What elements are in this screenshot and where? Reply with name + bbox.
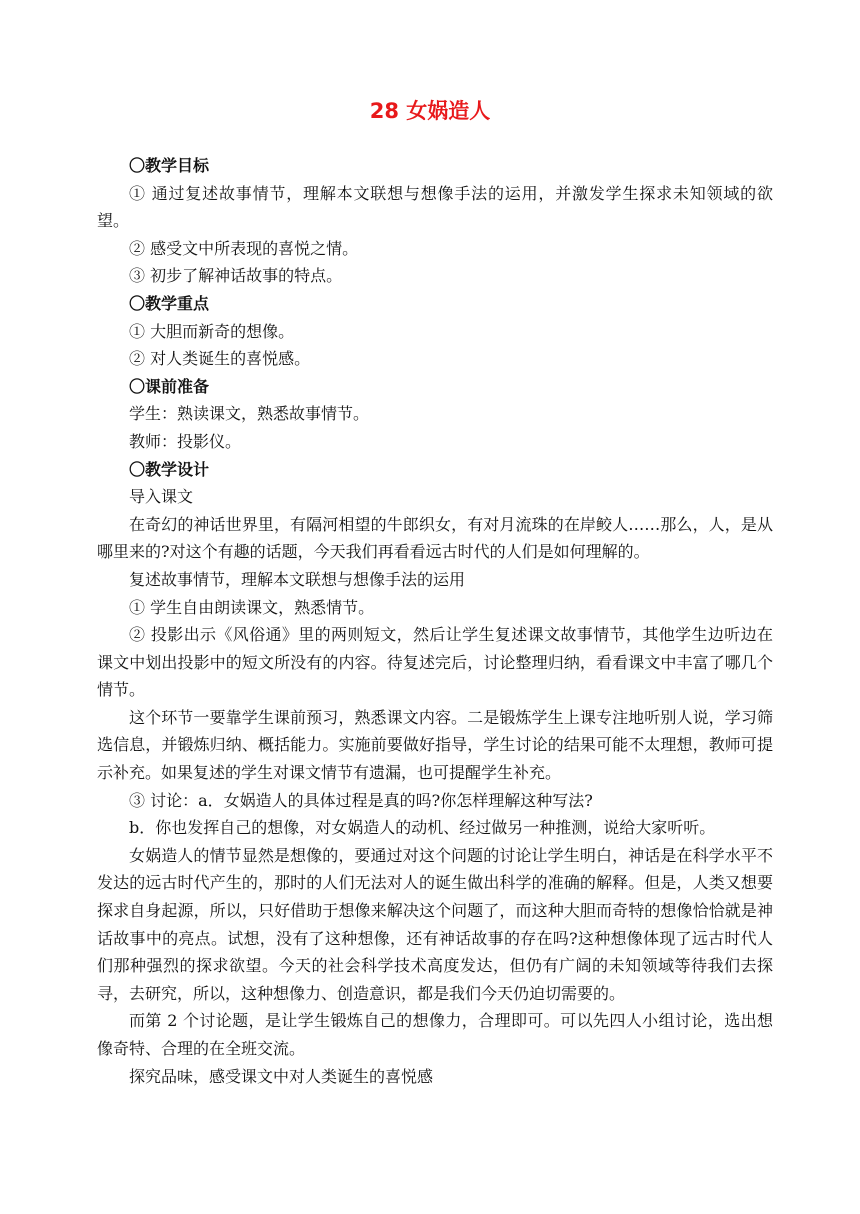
paragraph: 学生：熟读课文，熟悉故事情节。 — [129, 404, 370, 424]
paragraph: b．你也发挥自己的想像，对女娲造人的动机、经过做另一种推测，说给大家听听。 — [129, 818, 716, 838]
section-heading-objectives: 〇教学目标 — [129, 156, 210, 175]
paragraph: 在奇幻的神话世界里，有隔河相望的牛郎织女，有对月流珠的在岸鲛人……那么，人，是从哪里来的?对这个有趣的话题，今天我们再看看远古时代的人们是如何理解的。 — [97, 514, 773, 562]
paragraph: ③ 讨论：a．女娲造人的具体过程是真的吗?你怎样理解这种写法? — [129, 790, 593, 810]
paragraph: ① 学生自由朗读课文，熟悉情节。 — [129, 597, 375, 617]
paragraph: 复述故事情节，理解本文联想与想像手法的运用 — [129, 569, 466, 589]
paragraph: ② 投影出示《风俗通》里的两则短文，然后让学生复述课文故事情节，其他学生边听边在课文中划出投影中的短文所没有的内容。待复述完后，讨论整理归纳，看看课文中丰富了哪几个情节。 — [97, 625, 773, 700]
document-body — [97, 152, 773, 1090]
paragraph: 探究品味，感受课文中对人类诞生的喜悦感 — [129, 1066, 434, 1086]
paragraph: ① 大胆而新奇的想像。 — [129, 321, 295, 341]
paragraph: 而第 2 个讨论题，是让学生锻炼自己的想像力，合理即可。可以先四人小组讨论，选出想像奇特、合理的在全班交流。 — [97, 1011, 773, 1058]
section-heading-key-points: 〇教学重点 — [129, 293, 210, 313]
section-heading-preparation: 〇课前准备 — [129, 376, 210, 396]
paragraph: ① 通过复述故事情节，理解本文联想与想像手法的运用，并激发学生探求未知领域的欲望。 — [97, 183, 773, 231]
paragraph: 导入课文 — [129, 487, 194, 507]
document-title: 28 女娲造人 — [369, 99, 491, 123]
paragraph: 女娲造人的情节显然是想像的，要通过对这个问题的讨论让学生明白，神话是在科学水平不发达的远古时代产生的，那时的人们无法对人的诞生做出科学的准确的解释。但是，人类又想要探求自身起源，所以，只好借助于想像来解决这个问题了，而这种大胆而奇特的想像恰恰就是神话故事中的亮点。试想，没有了这种想像，还有神话故事的存在吗?这种想像体现了远古时代人们那种强烈的探求欲望。今天的社会科学技术高度发达，但仍有广阔的未知领域等待我们去探寻，去研究，所以，这种想像力、创造意识，都是我们今天仍迫切需要的。 — [97, 845, 773, 1003]
section-heading-design: 〇教学设计 — [129, 459, 210, 479]
paragraph: ② 感受文中所表现的喜悦之情。 — [129, 238, 359, 258]
paragraph: ③ 初步了解神话故事的特点。 — [129, 266, 343, 286]
paragraph: 教师：投影仪。 — [129, 431, 242, 451]
paragraph: ② 对人类诞生的喜悦感。 — [129, 349, 311, 369]
paragraph: 这个环节一要靠学生课前预习，熟悉课文内容。二是锻炼学生上课专注地听别人说，学习筛选信息，并锻炼归纳、概括能力。实施前要做好指导，学生讨论的结果可能不太理想，教师可提示补充。如果复述的学生对课文情节有遗漏，也可提醒学生补充。 — [97, 707, 773, 783]
